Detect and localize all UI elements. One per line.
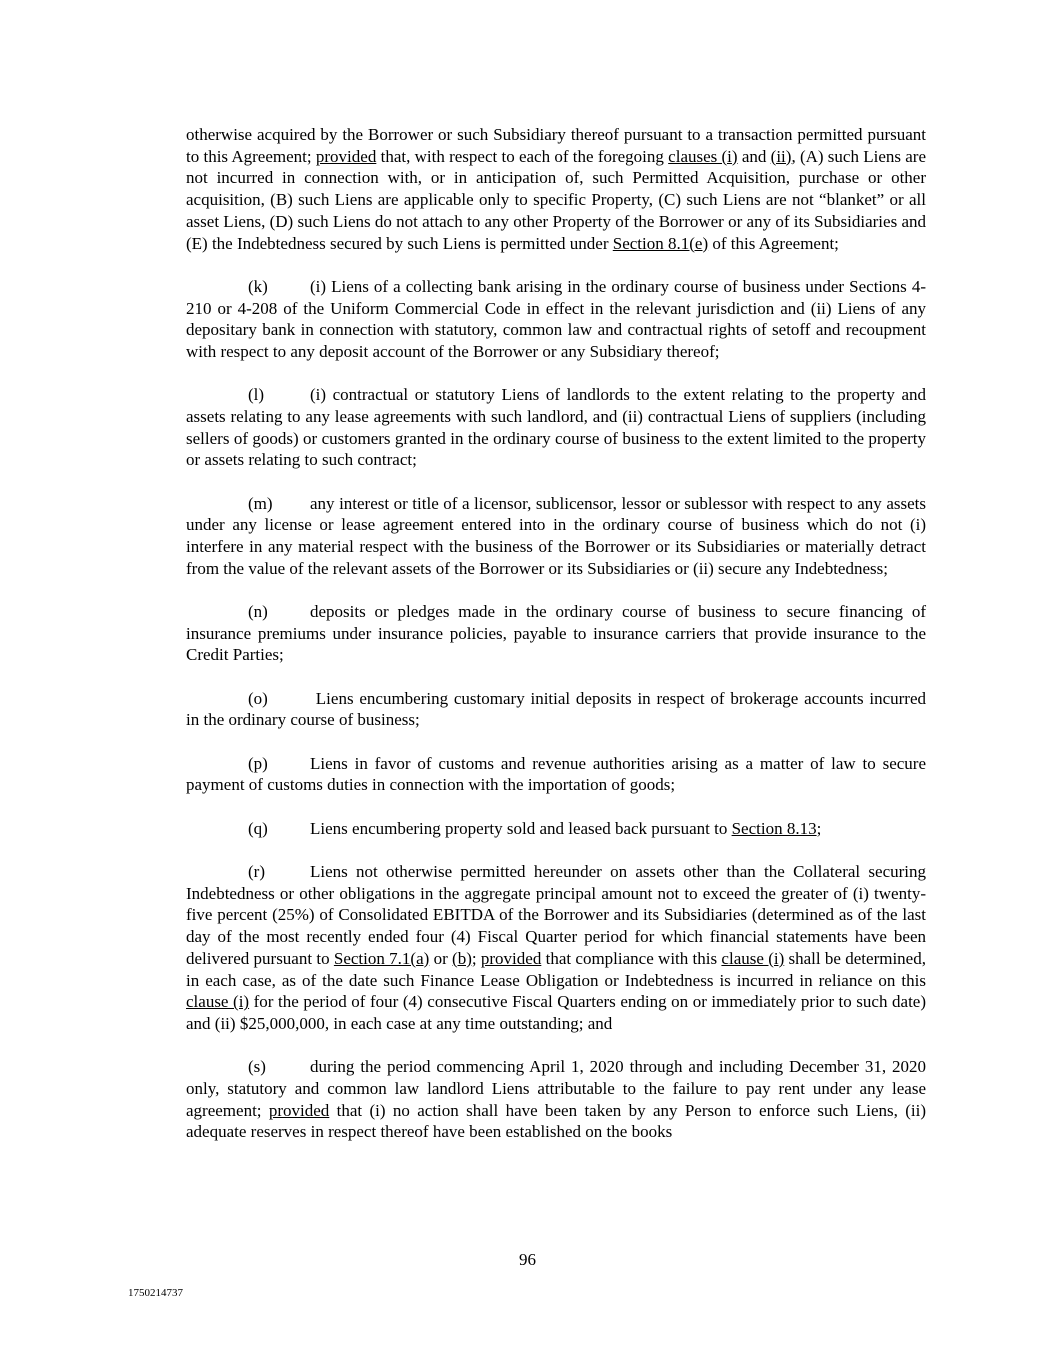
- text-run: Liens encumbering property sold and leased back pursuant to: [310, 818, 732, 838]
- clause-text: Liens in favor of customs and revenue authorities arising as a matter of law to secure payment of customs duties in connection with the importation of goods;: [186, 753, 926, 795]
- clause-label: (l): [248, 385, 265, 405]
- paragraph-k: [186, 276, 926, 363]
- clause-reference: clause (i): [186, 992, 250, 1012]
- clause-reference: clause (i): [721, 948, 785, 968]
- clause-reference: (b): [452, 948, 472, 968]
- text-run: ;: [471, 948, 481, 968]
- paragraph-n: [186, 601, 926, 666]
- underlined-term: provided: [315, 146, 377, 166]
- paragraph-o: [186, 688, 926, 731]
- text-run: or: [429, 948, 453, 968]
- clause-label: (k): [248, 276, 268, 296]
- text-run: Liens not otherwise permitted hereunder on assets other than the Collateral securing Indebtedness or other obligations in the aggregate principal amount not to exceed the greater of (i) twenty-five percent (25%) of Consolidated EBITDA of the Borrower and its Subsidiaries (determined as of the last day of the most recently ended four (4) Fiscal Quarter period for which financial statements have been delivered pursuant to: [186, 862, 926, 968]
- text-run: shall be determined, in each case, as of the date such Finance Lease Obligation or Indebtedness is incurred in reliance on this: [186, 948, 926, 990]
- clause-label: (p): [248, 753, 268, 773]
- text-run: during the period commencing April 1, 2020 through and including December 31, 2020 only, statutory and common law landlord Liens attributable to the failure to pay rent under any lease agreement;: [186, 1057, 926, 1120]
- clause-label: (m): [248, 493, 273, 513]
- clause-label: (s): [248, 1057, 266, 1077]
- page-number: 96: [519, 1250, 536, 1269]
- clause-label: (o): [248, 688, 268, 708]
- clause-text: (i) contractual or statutory Liens of landlords to the extent relating to the property and assets relating to any lease agreements with such landlord, and (ii) contractual Liens of suppliers (including sellers of goods) or customers granted in the ordinary course of business to the extent limited to the property or assets relating to such contract;: [186, 385, 926, 470]
- clause-reference: (ii): [770, 146, 792, 166]
- text-run: of this Agreement;: [708, 233, 839, 253]
- clause-text: deposits or pledges made in the ordinary course of business to secure financing of insurance premiums under insurance policies, payable to insurance carriers that provide insurance to the Credit Parties;: [186, 602, 926, 665]
- clause-text: Liens encumbering customary initial deposits in respect of brokerage accounts incurred in the ordinary course of business;: [186, 688, 926, 730]
- document-id: 1750214737: [128, 1287, 183, 1299]
- text-run: ;: [816, 818, 822, 838]
- underlined-term: provided: [480, 948, 542, 968]
- paragraph-q: [186, 818, 926, 840]
- text-run: otherwise acquired by the Borrower or such Subsidiary thereof pursuant to a transaction permitted pursuant to this Agreement;: [186, 125, 926, 166]
- clause-label: (q): [248, 818, 268, 838]
- clause-text: any interest or title of a licensor, sublicensor, lessor or sublessor with respect to any assets under any license or lease agreement entered into in the ordinary course of business which do not (i) interfere in any material respect with the business of the Borrower or its Subsidiaries or materially detract from the value of the relevant assets of the Borrower or its Subsidiaries or (ii) secure any Indebtedness;: [186, 493, 926, 578]
- clause-reference: clauses (i): [668, 146, 738, 166]
- underlined-term: provided: [268, 1100, 330, 1120]
- clause-label: (n): [248, 602, 268, 622]
- text-run: , (A) such Liens are not incurred in connection with, or in anticipation of, such Permitted Acquisition, purchase or other acquisition, (B) such Liens are applicable only to specific Property, (C) such Liens are not “blanket” or all asset Liens, (D) such Liens do not attach to any other Property of the Borrower or any of its Subsidiaries and (E) the Indebtedness secured by such Liens is permitted under: [186, 146, 927, 253]
- text-run: that compliance with this: [541, 948, 722, 968]
- paragraph-r: [186, 861, 926, 1035]
- section-reference: Section 7.1(a): [333, 948, 430, 968]
- paragraph-p: [186, 753, 926, 796]
- text-run: that, with respect to each of the foregoing: [376, 146, 669, 166]
- paragraph-continuation: [186, 124, 926, 254]
- text-run: and: [737, 146, 771, 166]
- text-run: for the period of four (4) consecutive Fiscal Quarters ending on or immediately prior to such date) and (ii) $25,000,000, in each case at any time outstanding; and: [186, 992, 926, 1033]
- document-body: [186, 124, 926, 1165]
- paragraph-m: [186, 493, 926, 580]
- clause-label: (r): [248, 862, 265, 882]
- section-reference: Section 8.13: [731, 818, 817, 838]
- text-run: that (i) no action shall have been taken by any Person to enforce such Liens, (ii) adequate reserves in respect thereof have been established on the books: [186, 1100, 927, 1142]
- paragraph-s: [186, 1056, 926, 1143]
- section-reference: Section 8.1(e): [612, 233, 709, 253]
- paragraph-l: [186, 384, 926, 471]
- clause-text: (i) Liens of a collecting bank arising in the ordinary course of business under Sections 4-210 or 4-208 of the Uniform Commercial Code in effect in the relevant jurisdiction and (ii) Liens of any depositary bank in connection with statutory, common law and contractual rights of setoff and recoupment with respect to any deposit account of the Borrower or any Subsidiary thereof;: [186, 276, 926, 361]
